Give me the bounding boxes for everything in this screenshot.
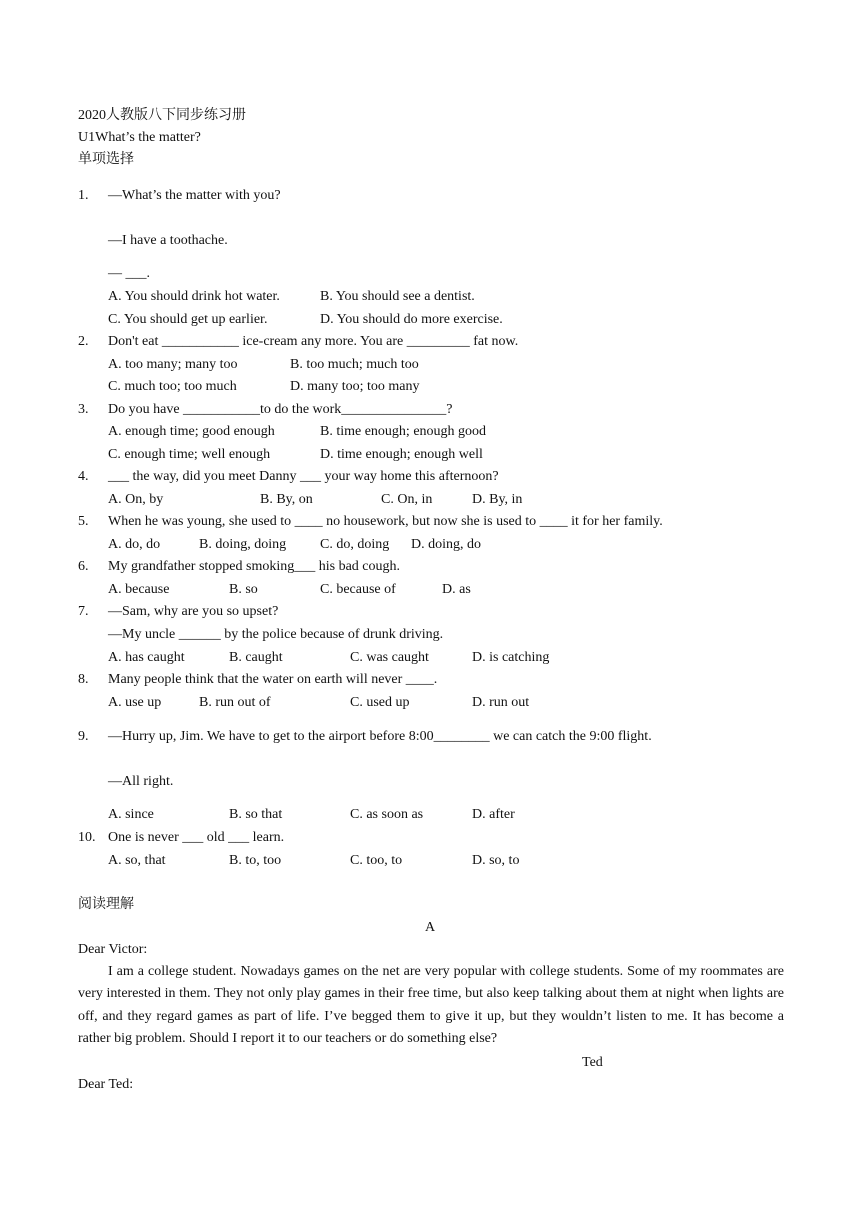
passage-label: A bbox=[424, 920, 436, 935]
option-a: A. do, do bbox=[108, 537, 161, 552]
option-a: A. use up bbox=[108, 695, 162, 710]
option-a: A. so, that bbox=[108, 853, 166, 868]
option-c: C. On, in bbox=[381, 492, 433, 507]
option-d: D. doing, do bbox=[411, 537, 481, 552]
option-a: A. On, by bbox=[108, 492, 164, 507]
question-line: One is never ___ old ___ learn. bbox=[108, 830, 285, 845]
question-number: 3. bbox=[78, 402, 89, 417]
question-number: 6. bbox=[78, 559, 89, 574]
option-d: D. so, to bbox=[472, 853, 520, 868]
question-number: 8. bbox=[78, 672, 89, 687]
option-b: B. run out of bbox=[199, 695, 271, 710]
option-c: C. was caught bbox=[350, 650, 429, 665]
option-d: D. many too; too many bbox=[290, 379, 420, 394]
question-line: My grandfather stopped smoking___ his bad cough. bbox=[108, 559, 401, 574]
option-c: C. used up bbox=[350, 695, 410, 710]
question-line: Many people think that the water on earth will never ____. bbox=[108, 672, 438, 687]
question-number: 10. bbox=[78, 830, 96, 845]
question-number: 7. bbox=[78, 604, 89, 619]
option-a: A. has caught bbox=[108, 650, 185, 665]
letter-body: I am a college student. Nowadays games on the net are very popular with college students. Some of my roommates are very interested in them. They not only play games in their free time, but also keep talking about them at night when lights are off, and they regard games as part of life. I’ve begged them to give it up, but they wouldn’t listen to me. It has become a rather big problem. Should I report it to our teachers or do something else? bbox=[78, 964, 784, 1047]
unit-title: U1What’s the matter? bbox=[78, 130, 201, 145]
option-d: D. as bbox=[442, 582, 471, 597]
option-b: B. to, too bbox=[229, 853, 282, 868]
option-a: A. since bbox=[108, 807, 154, 822]
option-b: B. time enough; enough good bbox=[320, 424, 487, 439]
question-line: —What’s the matter with you? bbox=[108, 188, 281, 203]
option-b: B. too much; much too bbox=[290, 357, 419, 372]
option-b: B. You should see a dentist. bbox=[320, 289, 475, 304]
question-line: When he was young, she used to ____ no housework, but now she is used to ____ it for her family. bbox=[108, 514, 663, 529]
option-c: C. You should get up earlier. bbox=[108, 312, 268, 327]
option-c: C. because of bbox=[320, 582, 396, 597]
option-d: D. is catching bbox=[472, 650, 550, 665]
document-title: 2020人教版八下同步练习册 bbox=[78, 108, 246, 123]
option-a: A. enough time; good enough bbox=[108, 424, 275, 439]
question-line: —I have a toothache. bbox=[108, 233, 228, 248]
option-a: A. too many; many too bbox=[108, 357, 238, 372]
option-d: D. By, in bbox=[472, 492, 523, 507]
option-b: B. By, on bbox=[260, 492, 313, 507]
question-number: 4. bbox=[78, 469, 89, 484]
option-b: B. so that bbox=[229, 807, 283, 822]
question-line: —All right. bbox=[108, 774, 174, 789]
letter-greeting: Dear Ted: bbox=[78, 1077, 134, 1092]
section-heading-reading: 阅读理解 bbox=[78, 897, 134, 912]
question-line: —Hurry up, Jim. We have to get to the airport before 8:00________ we can catch the 9:00 flight. bbox=[108, 729, 652, 744]
option-d: D. run out bbox=[472, 695, 530, 710]
question-line: Do you have ___________to do the work_______________? bbox=[108, 402, 453, 417]
option-d: D. You should do more exercise. bbox=[320, 312, 503, 327]
option-c: C. too, to bbox=[350, 853, 403, 868]
option-c: C. enough time; well enough bbox=[108, 447, 271, 462]
option-c: C. as soon as bbox=[350, 807, 424, 822]
option-a: A. You should drink hot water. bbox=[108, 289, 280, 304]
option-d: D. after bbox=[472, 807, 515, 822]
option-b: B. caught bbox=[229, 650, 283, 665]
question-line: ___ the way, did you meet Danny ___ your way home this afternoon? bbox=[108, 469, 499, 484]
letter-signature: Ted bbox=[582, 1055, 603, 1070]
option-a: A. because bbox=[108, 582, 170, 597]
question-line: Don't eat ___________ ice-cream any more. You are _________ fat now. bbox=[108, 334, 519, 349]
section-heading-choice: 单项选择 bbox=[78, 152, 134, 167]
letter-greeting: Dear Victor: bbox=[78, 942, 148, 957]
question-line: —My uncle ______ by the police because of drunk driving. bbox=[108, 627, 444, 642]
question-line: —Sam, why are you so upset? bbox=[108, 604, 279, 619]
option-d: D. time enough; enough well bbox=[320, 447, 483, 462]
question-number: 2. bbox=[78, 334, 89, 349]
question-number: 5. bbox=[78, 514, 89, 529]
question-number: 9. bbox=[78, 729, 89, 744]
option-b: B. so bbox=[229, 582, 258, 597]
option-c: C. much too; too much bbox=[108, 379, 237, 394]
option-b: B. doing, doing bbox=[199, 537, 287, 552]
option-c: C. do, doing bbox=[320, 537, 390, 552]
question-number: 1. bbox=[78, 188, 89, 203]
question-line: — ___. bbox=[108, 266, 150, 281]
